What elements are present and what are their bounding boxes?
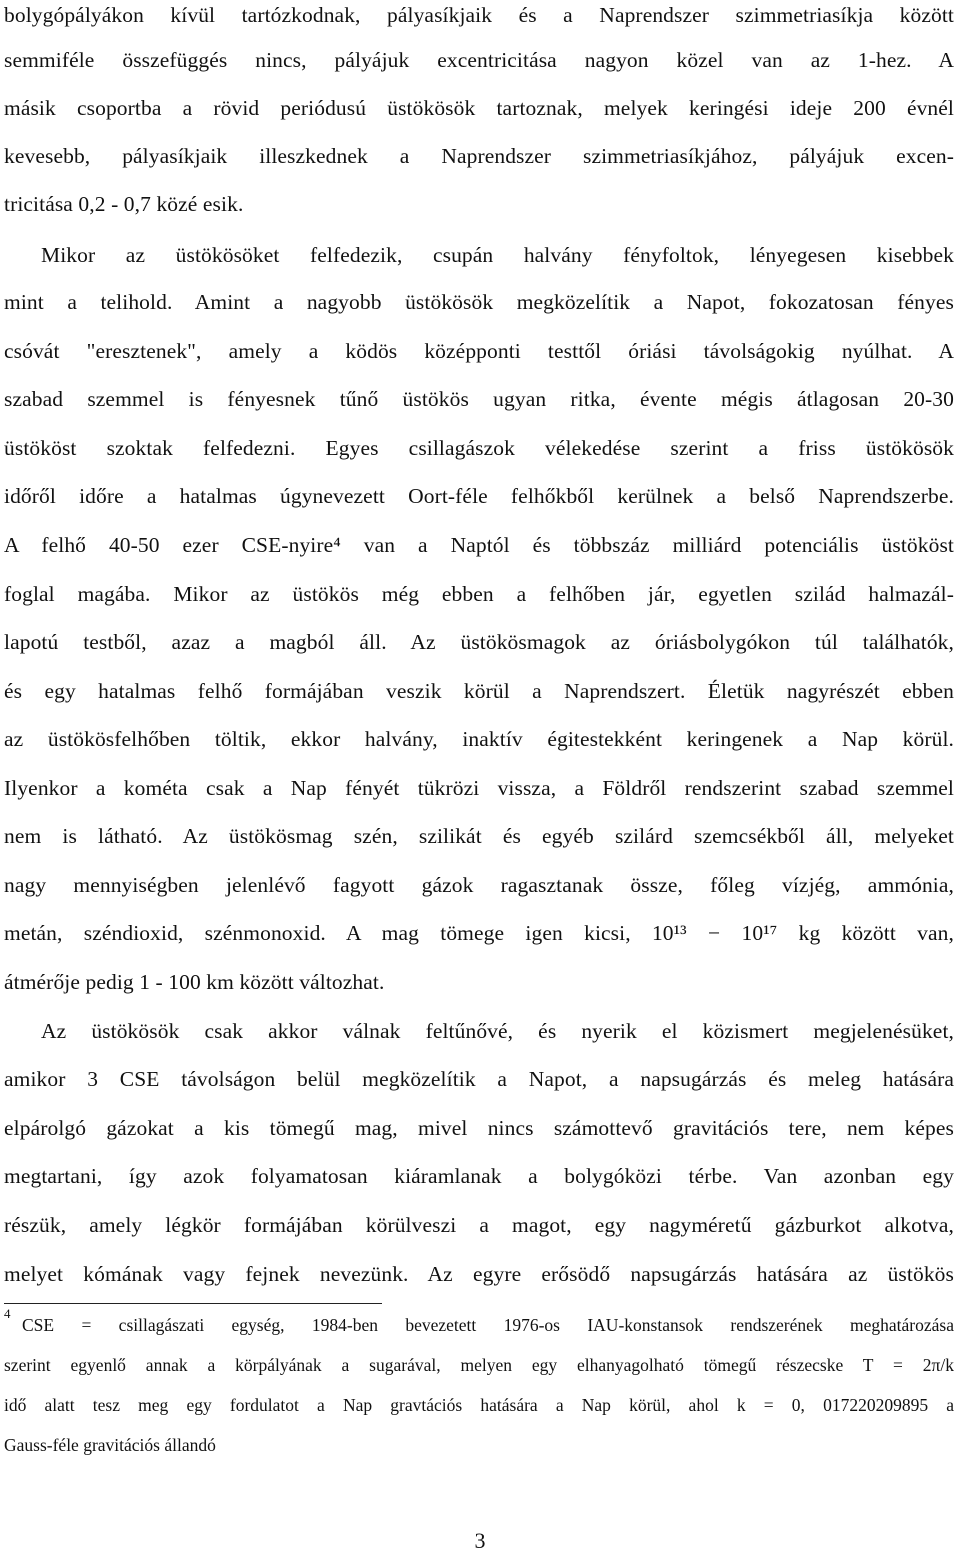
body-line: foglal magába. Mikor az üstökös még ebben a felhőben jár, egyetlen szilád halmazál- [4, 582, 954, 606]
body-line: bolygópályákon kívül tartózkodnak, pályasíkjaik és a Naprendszer szimmetriasíkja között [4, 3, 954, 27]
body-line: metán, széndioxid, szénmonoxid. A mag tömege igen kicsi, 10¹³ − 10¹⁷ kg között van, [4, 921, 954, 945]
footnote-rule [4, 1303, 382, 1304]
body-line: amikor 3 CSE távolságon belül megközelítik a Napot, a napsugárzás és meleg hatására [4, 1067, 954, 1091]
footnote-line: CSE = csillagászati egység, 1984-ben bevezetett 1976-os IAU-konstansok rendszerének meghatározása [22, 1315, 954, 1335]
body-line: nem is látható. Az üstökösmag szén, szilikát és egyéb szilárd szemcsékből áll, melyeket [4, 824, 954, 848]
body-line: Ilyenkor a kométa csak a Nap fényét tükrözi vissza, a Földről rendszerint szabad szemmel [4, 776, 954, 800]
body-line: szabad szemmel is fényesnek tűnő üstökös ugyan ritka, évente mégis átlagosan 20-30 [4, 387, 954, 411]
body-line: elpárolgó gázokat a kis tömegű mag, mivel nincs számottevő gravitációs tere, nem képes [4, 1116, 954, 1140]
body-line: mint a telihold. Amint a nagyobb üstökösök megközelítik a Napot, fokozatosan fényes [4, 290, 954, 314]
body-line: tricitása 0,2 - 0,7 közé esik. [4, 192, 244, 216]
body-line: másik csoportba a rövid periódusú üstökösök tartoznak, melyek keringési ideje 200 évnél [4, 96, 954, 120]
body-line: lapotú testből, azaz a magból áll. Az üstökösmagok az óriásbolygókon túl találhatók, [4, 630, 954, 654]
body-line: melyet kómának vagy fejnek nevezünk. Az egyre erősödő napsugárzás hatására az üstökös [4, 1262, 954, 1286]
body-line: üstököst szoktak felfedezni. Egyes csillagászok vélekedése szerint a friss üstökösök [4, 436, 954, 460]
body-line: nagy mennyiségben jelenlévő fagyott gázok ragasztanak össze, főleg vízjég, ammónia, [4, 873, 954, 897]
body-line: és egy hatalmas felhő formájában veszik körül a Naprendszert. Életük nagyrészét ebben [4, 679, 954, 703]
body-line: A felhő 40-50 ezer CSE-nyire⁴ van a Naptól és többszáz milliárd potenciális üstököst [4, 533, 954, 557]
body-line: időről időre a hatalmas úgynevezett Oort-féle felhőkből kerülnek a belső Naprendszerbe. [4, 484, 954, 508]
body-line: megtartani, így azok folyamatosan kiáramlanak a bolygóközi térbe. Van azonban egy [4, 1164, 954, 1188]
body-line: kevesebb, pályasíkjaik illeszkednek a Naprendszer szimmetriasíkjához, pályájuk excen- [4, 144, 954, 168]
body-line: részük, amely légkör formájában körülveszi a magot, egy nagyméretű gázburkot alkotva, [4, 1213, 954, 1237]
body-line: Mikor az üstökösöket felfedezik, csupán halvány fényfoltok, lényegesen kisebbek [41, 243, 954, 267]
body-line: semmiféle összefüggés nincs, pályájuk excentricitása nagyon közel van az 1-hez. A [4, 48, 954, 72]
body-line: átmérője pedig 1 - 100 km között változhat. [4, 970, 385, 994]
footnote-line: Gauss-féle gravitációs állandó [4, 1435, 216, 1455]
page-number: 3 [474, 1528, 486, 1553]
body-line: Az üstökösök csak akkor válnak feltűnővé, és nyerik el közismert megjelenésüket, [41, 1019, 954, 1043]
body-line: az üstökösfelhőben töltik, ekkor halvány, inaktív égitestekként keringenek a Nap körül. [4, 727, 954, 751]
footnote-line: szerint egyenlő annak a körpályának a sugarával, melyen egy elhanyagolható tömegű részecske T = 2π/k [4, 1355, 954, 1375]
body-line: csóvát "eresztenek", amely a ködös középponti testtől óriási távolságokig nyúlhat. A [4, 339, 954, 363]
footnote-line: idő alatt tesz meg egy fordulatot a Nap gravtációs hatására a Nap körül, ahol k = 0, 017220209895 a [4, 1395, 954, 1415]
footnote-mark: 4 [4, 1306, 11, 1321]
